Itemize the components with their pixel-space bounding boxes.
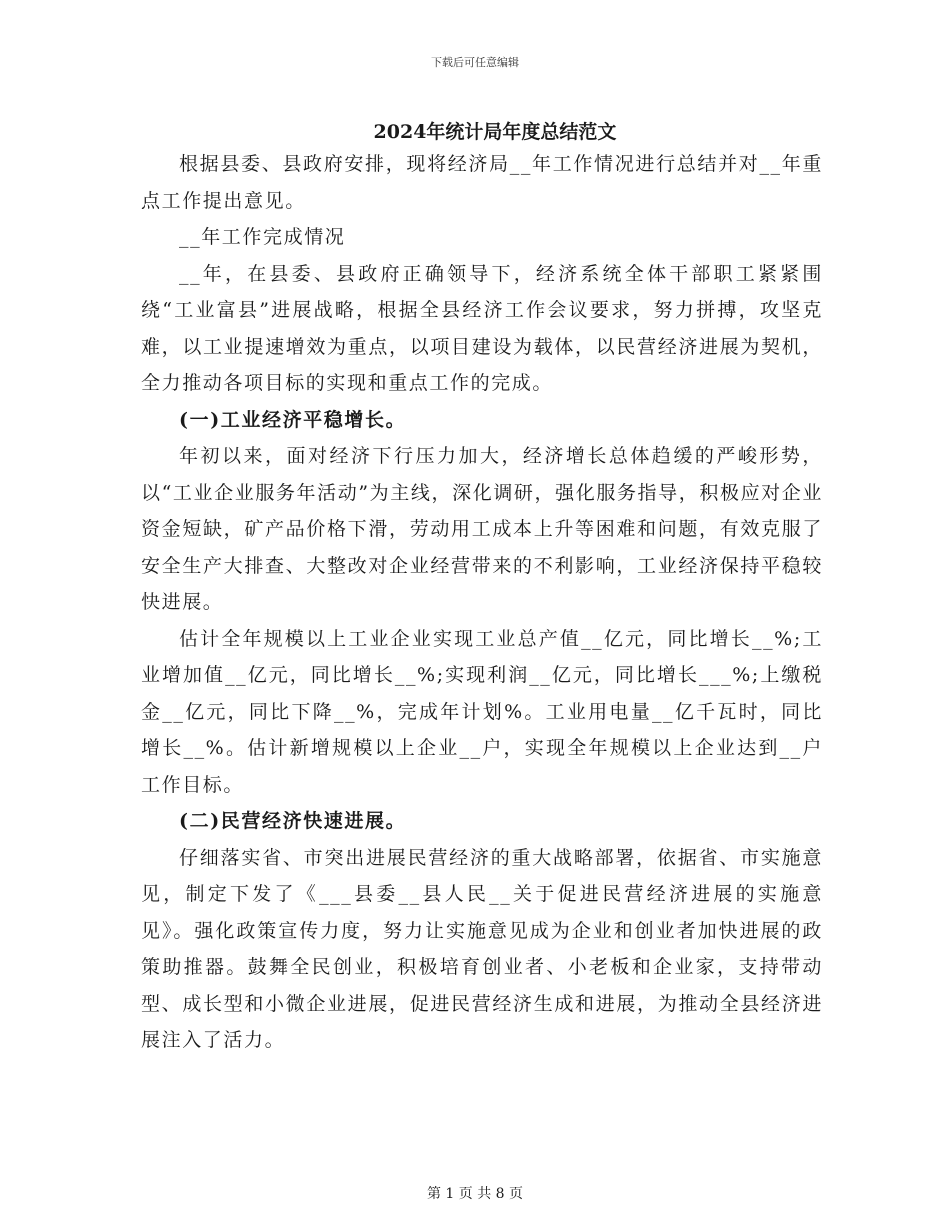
paragraph-subheading: __年工作完成情况	[179, 226, 346, 248]
page-header-note: 下载后可任意编辑	[431, 56, 519, 69]
paragraph-industry-stats: 估计全年规模以上工业企业实现工业总产值__亿元，同比增长__%;工业增加值__亿元，同比增长__%;实现利润__亿元，同比增长___%;上缴税金__亿元，同比下降__%，完成年计划%。工业用电量__亿千瓦时，同比增长__%。估计新增规模以上企业__户，实现全年规模以上企业达到__户工作目标。	[141, 627, 823, 796]
paragraph-intro: 根据县委、县政府安排，现将经济局__年工作情况进行总结并对__年重点工作提出意见。	[141, 153, 823, 212]
paragraph-private-economy: 仔细落实省、市突出进展民营经济的重大战略部署，依据省、市实施意见，制定下发了《___县委__县人民__关于促进民营经济进展的实施意见》。强化政策宣传力度，努力让实施意见成为企业和创业者加快进展的政策助推器。鼓舞全民创业，积极培育创业者、小老板和企业家，支持带动型、成长型和小微企业进展，促进民营经济生成和进展，为推动全县经济进展注入了活力。	[141, 846, 823, 1051]
document-title: 2024年统计局年度总结范文	[373, 121, 617, 143]
section-heading-private-economy: (二)民营经济快速进展。	[179, 810, 407, 832]
paragraph-industry: 年初以来，面对经济下行压力加大，经济增长总体趋缓的严峻形势，以“工业企业服务年活动”为主线，深化调研，强化服务指导，积极应对企业资金短缺，矿产品价格下滑，劳动用工成本上升等困难和问题，有效克服了安全生产大排查、大整改对企业经营带来的不利影响，工业经济保持平稳较快进展。	[141, 445, 823, 613]
section-heading-industry: (一)工业经济平稳增长。	[179, 408, 407, 431]
paragraph-summary: __年，在县委、县政府正确领导下，经济系统全体干部职工紧紧围绕“工业富县”进展战略，根据全县经济工作会议要求，努力拼搏，攻坚克难，以工业提速增效为重点，以项目建设为载体，以民营经济进展为契机，全力推动各项目标的实现和重点工作的完成。	[141, 262, 823, 394]
document-body	[141, 146, 823, 1059]
page-number: 第 1 页 共 8 页	[426, 1186, 524, 1202]
